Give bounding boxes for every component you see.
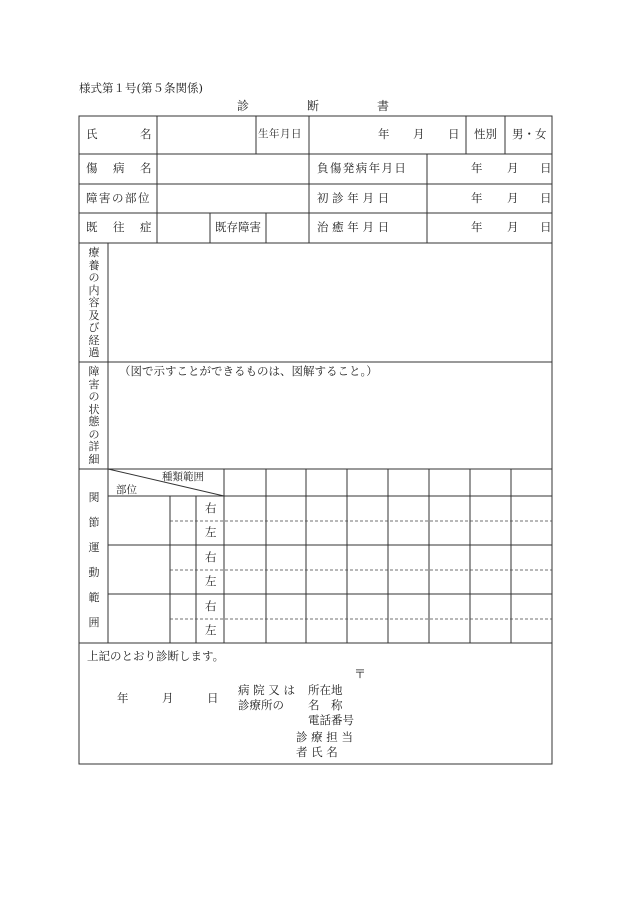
condition-field[interactable] <box>109 382 551 468</box>
sex-options[interactable]: 男・女 <box>512 127 547 141</box>
injury-date-label: 負傷発病年月日 <box>317 161 408 175</box>
facility-label: 診療所の <box>238 698 284 712</box>
injury-name-label: 傷 <box>86 161 98 175</box>
doctor-label: 診 療 担 当 <box>296 730 353 744</box>
date-unit: 月 <box>507 191 519 205</box>
injury-name-label: 病 <box>113 161 125 175</box>
side-left-label: 左 <box>205 525 217 539</box>
treatment-label: 療 養 の 内 容 及 び 経 過 <box>88 246 100 359</box>
diagnosis-statement: 上記のとおり診断します。 <box>87 649 225 663</box>
form-number: 様式第１号(第５条関係) <box>79 81 203 95</box>
first-visit-label: 初 診 年 月 日 <box>317 191 390 205</box>
facility-name-label: 名 称 <box>308 698 343 712</box>
date-unit: 月 <box>507 161 519 175</box>
side-right-label: 右 <box>205 599 217 613</box>
history-field[interactable] <box>158 214 209 242</box>
name-label: 名 <box>140 127 152 141</box>
history-label: 症 <box>140 220 152 234</box>
condition-note: （図で示すことができるものは、図解すること。） <box>119 364 378 378</box>
date-unit: 日 <box>540 161 552 175</box>
side-right-label: 右 <box>205 501 217 515</box>
address-label: 所在地 <box>308 683 343 697</box>
date-unit: 年 <box>471 220 483 234</box>
joint-range-label: 関 節 運 動 範 囲 <box>88 491 100 629</box>
sex-label: 性別 <box>474 127 497 141</box>
date-unit: 年 <box>378 127 390 141</box>
injury-name-label: 名 <box>140 161 152 175</box>
date-unit: 日 <box>540 220 552 234</box>
document-title-char: 断 <box>307 99 320 113</box>
date-unit: 年 <box>471 191 483 205</box>
existing-disability-label: 既存障害 <box>215 220 261 234</box>
treatment-field[interactable] <box>109 244 551 361</box>
condition-label: 障 害 の 状 態 の 詳 細 <box>88 365 100 466</box>
history-label: 往 <box>113 220 125 234</box>
history-label: 既 <box>86 220 98 234</box>
healed-date-label: 治 癒 年 月 日 <box>317 220 390 234</box>
document-title-char: 書 <box>377 99 390 113</box>
disability-site-field[interactable] <box>158 185 308 212</box>
type-range-header: 種類範囲 <box>162 471 204 483</box>
injury-name-field[interactable] <box>158 155 308 183</box>
date-unit: 月 <box>162 691 174 705</box>
document-title-char: 診 <box>237 99 250 113</box>
postal-mark: 〒 <box>354 667 367 681</box>
side-right-label: 右 <box>205 550 217 564</box>
date-unit: 日 <box>448 127 460 141</box>
date-unit: 月 <box>507 220 519 234</box>
disability-site-label: 障害の部位 <box>86 191 151 205</box>
facility-label: 病 院 又 は <box>238 683 295 697</box>
name-label: 氏 <box>86 127 98 141</box>
site-header: 部位 <box>116 484 137 496</box>
existing-disability-field[interactable] <box>267 214 308 242</box>
name-field[interactable] <box>158 117 255 153</box>
side-left-label: 左 <box>205 574 217 588</box>
phone-label: 電話番号 <box>308 713 354 727</box>
date-unit: 日 <box>207 691 219 705</box>
birthdate-label: 生年月日 <box>258 128 302 140</box>
date-unit: 月 <box>413 127 425 141</box>
date-unit: 日 <box>540 191 552 205</box>
side-left-label: 左 <box>205 623 217 637</box>
date-unit: 年 <box>117 691 129 705</box>
date-unit: 年 <box>471 161 483 175</box>
doctor-label: 者 氏 名 <box>296 745 338 759</box>
